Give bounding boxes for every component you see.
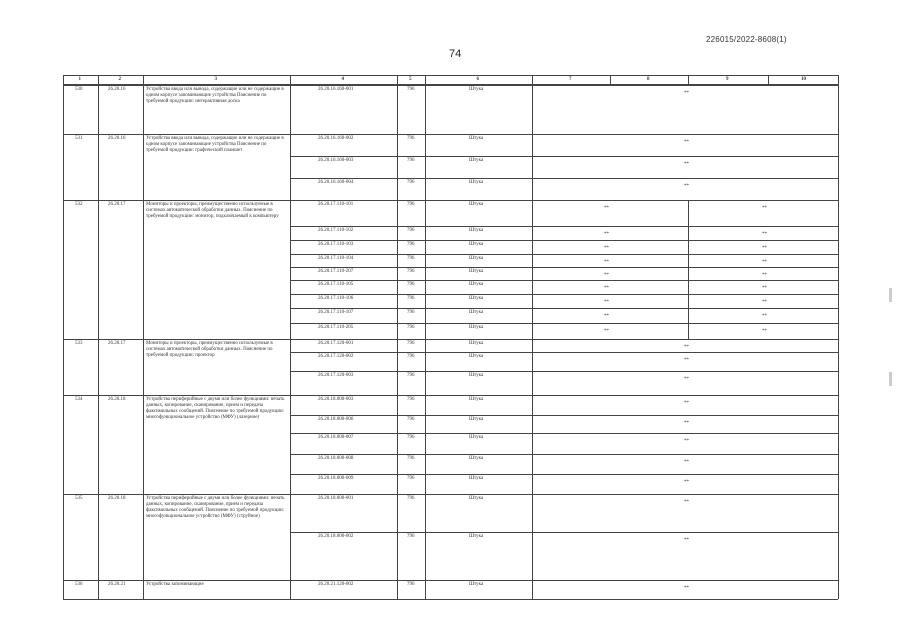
row-rule [63,580,838,581]
okpd-code: 26.20.17 [108,202,126,207]
value-cell: ** [684,460,689,465]
unit-name: Штука [469,87,484,92]
column-rule [63,75,64,599]
column-rule [425,75,426,599]
row-rule [63,134,838,135]
product-code: 26.20.17.110-102 [318,228,354,233]
document-id: 226015/2022-8608(1) [706,35,787,44]
product-code: 26.20.21.120-002 [318,582,354,587]
item-rule [290,323,838,324]
unit-code: 796 [407,354,415,359]
product-code: 26.20.16.160-004 [318,180,354,185]
unit-name: Штука [469,180,484,185]
unit-code: 796 [407,476,415,481]
okpd-code: 26.20.21 [108,582,126,587]
row-number: 536 [75,582,83,587]
unit-code: 796 [407,87,415,92]
unit-code: 796 [407,202,415,207]
value-cell: ** [684,421,689,426]
page-number: 74 [449,48,462,60]
unit-name: Штука [469,136,484,141]
column-header: 2 [118,77,121,82]
unit-name: Штука [469,325,484,330]
unit-name: Штука [469,296,484,301]
unit-code: 796 [407,158,415,163]
scan-mark [889,288,892,302]
value-cell: ** [684,184,689,189]
unit-code: 796 [407,341,415,346]
value-cell: ** [762,300,767,305]
scan-mark [889,372,892,386]
product-code: 26.20.16.160-003 [318,158,354,163]
row-description: Устройства периферийные с двумя или более функциями: печать данных, копирование, сканирование, прием и передача факсимильных сообщений. Пояснение по требуемой продукции: многофункциональное устройство (МФУ) (лазерное) [146,397,285,420]
split-rule [688,200,689,339]
item-rule [290,352,838,353]
column-rule [688,75,689,84]
unit-code: 796 [407,296,415,301]
item-rule [290,226,838,227]
unit-name: Штука [469,228,484,233]
column-rule [532,75,533,599]
unit-code: 796 [407,582,415,587]
column-header: 10 [801,77,806,82]
unit-name: Штука [469,202,484,207]
item-rule [290,415,838,416]
value-cell: ** [684,162,689,167]
product-code: 26.20.17.120-003 [318,373,354,378]
unit-name: Штука [469,435,484,440]
unit-code: 796 [407,496,415,501]
row-number: 530 [75,87,83,92]
row-description: Устройства запоминающие [146,582,204,587]
value-cell: ** [684,480,689,485]
unit-code: 796 [407,282,415,287]
column-rule [290,75,291,599]
row-rule [63,494,838,495]
product-code: 26.20.18.000-002 [318,534,354,539]
okpd-code: 26.20.16 [108,136,126,141]
value-cell: ** [604,314,609,319]
row-description: Устройства периферийные с двумя или более функциями: печать данных, копирование, сканирование, прием и передача факсимильных сообщений. Пояснение по требуемой продукции: многофункциональное устройство (МФУ) (струйное) [146,496,285,519]
value-cell: ** [684,538,689,543]
row-number: 535 [75,496,83,501]
unit-name: Штука [469,158,484,163]
unit-name: Штука [469,417,484,422]
value-cell: ** [604,300,609,305]
column-header: 6 [476,77,479,82]
value-cell: ** [604,260,609,265]
unit-name: Штука [469,242,484,247]
item-rule [290,371,838,372]
table-bottom-rule [63,599,838,600]
unit-code: 796 [407,417,415,422]
item-rule [290,474,838,475]
column-rule [768,75,769,84]
item-rule [290,454,838,455]
column-header: 1 [78,77,81,82]
unit-code: 796 [407,456,415,461]
value-cell: ** [684,586,689,591]
item-rule [290,156,838,157]
unit-code: 796 [407,180,415,185]
column-header: 8 [647,77,650,82]
row-description: Мониторы и проекторы, преимущественно используемые в системах автоматической обработки данных. Пояснение по требуемой продукции: проектор [146,341,273,358]
value-cell: ** [684,500,689,505]
product-code: 26.20.16.160-002 [318,136,354,141]
row-description: Устройства ввода или вывода, содержащие или не содержащие в одном корпусе запоминающие устройства Пояснение по требуемой продукции: графический планшет [146,136,284,153]
item-rule [290,280,838,281]
value-cell: ** [762,260,767,265]
product-code: 26.20.17.110-207 [318,269,354,274]
unit-code: 796 [407,397,415,402]
unit-name: Штука [469,582,484,587]
column-header: 5 [409,77,412,82]
unit-code: 796 [407,325,415,330]
unit-name: Штука [469,534,484,539]
okpd-code: 26.20.17 [108,341,126,346]
column-header: 4 [341,77,344,82]
value-cell: ** [604,206,609,211]
unit-code: 796 [407,310,415,315]
item-rule [290,532,838,533]
column-header: 9 [726,77,729,82]
product-code: 26.20.16.160-001 [318,87,354,92]
product-code: 26.20.17.110-103 [318,242,354,247]
column-rule [98,75,99,599]
value-cell: ** [762,273,767,278]
value-cell: ** [684,140,689,145]
product-code: 26.20.17.110-105 [318,282,354,287]
unit-name: Штука [469,341,484,346]
product-code: 26.20.18.000-007 [318,435,354,440]
unit-name: Штука [469,256,484,261]
unit-name: Штука [469,456,484,461]
unit-name: Штука [469,310,484,315]
row-description: Устройства ввода или вывода, содержащие или не содержащие в одном корпусе запоминающие устройства Пояснение по требуемой продукции: интерактивная доска [146,87,284,104]
unit-name: Штука [469,269,484,274]
value-cell: ** [684,358,689,363]
unit-name: Штука [469,476,484,481]
product-code: 26.20.17.110-101 [318,202,354,207]
item-rule [290,267,838,268]
column-rule [838,75,839,599]
value-cell: ** [684,377,689,382]
row-description: Мониторы и проекторы, преимущественно используемые в системах автоматической обработки данных. Пояснение по требуемой продукции: монитор, подключаемый к компьютеру [146,202,279,219]
row-number: 533 [75,341,83,346]
product-code: 26.20.17.110-106 [318,296,354,301]
column-rule [610,75,611,84]
unit-name: Штука [469,282,484,287]
item-rule [290,240,838,241]
unit-code: 796 [407,256,415,261]
column-rule [143,75,144,599]
row-rule [63,85,838,86]
unit-code: 796 [407,534,415,539]
okpd-code: 26.20.18 [108,496,126,501]
product-code: 26.20.18.000-001 [318,496,354,501]
product-code: 26.20.18.000-006 [318,417,354,422]
column-rule [397,75,398,599]
row-rule [63,200,838,201]
row-rule [63,395,838,396]
product-code: 26.20.17.110-104 [318,256,354,261]
value-cell: ** [762,286,767,291]
value-cell: ** [684,401,689,406]
row-number: 532 [75,202,83,207]
okpd-code: 26.20.16 [108,87,126,92]
table-top-rule [63,75,838,76]
value-cell: ** [762,329,767,334]
row-number: 531 [75,136,83,141]
value-cell: ** [762,232,767,237]
value-cell: ** [604,232,609,237]
value-cell: ** [762,314,767,319]
unit-code: 796 [407,269,415,274]
product-code: 26.20.18.000-008 [318,456,354,461]
item-rule [290,308,838,309]
item-rule [290,254,838,255]
value-cell: ** [604,286,609,291]
unit-name: Штука [469,354,484,359]
value-cell: ** [604,246,609,251]
value-cell: ** [762,206,767,211]
unit-code: 796 [407,373,415,378]
column-header: 7 [569,77,572,82]
product-code: 26.20.18.000-003 [318,397,354,402]
unit-code: 796 [407,228,415,233]
item-rule [290,294,838,295]
item-rule [290,433,838,434]
product-code: 26.20.17.120-001 [318,341,354,346]
product-code: 26.20.17.110-107 [318,310,354,315]
row-number: 534 [75,397,83,402]
value-cell: ** [604,273,609,278]
value-cell: ** [604,329,609,334]
unit-name: Штука [469,496,484,501]
product-code: 26.20.17.120-002 [318,354,354,359]
unit-code: 796 [407,136,415,141]
unit-code: 796 [407,242,415,247]
value-cell: ** [684,91,689,96]
column-header: 3 [214,77,217,82]
value-cell: ** [684,345,689,350]
product-code: 26.20.17.110-205 [318,325,354,330]
product-code: 26.20.18.000-009 [318,476,354,481]
row-rule [63,339,838,340]
value-cell: ** [684,439,689,444]
value-cell: ** [762,246,767,251]
item-rule [290,178,838,179]
unit-name: Штука [469,373,484,378]
unit-name: Штука [469,397,484,402]
unit-code: 796 [407,435,415,440]
okpd-code: 26.20.18 [108,397,126,402]
